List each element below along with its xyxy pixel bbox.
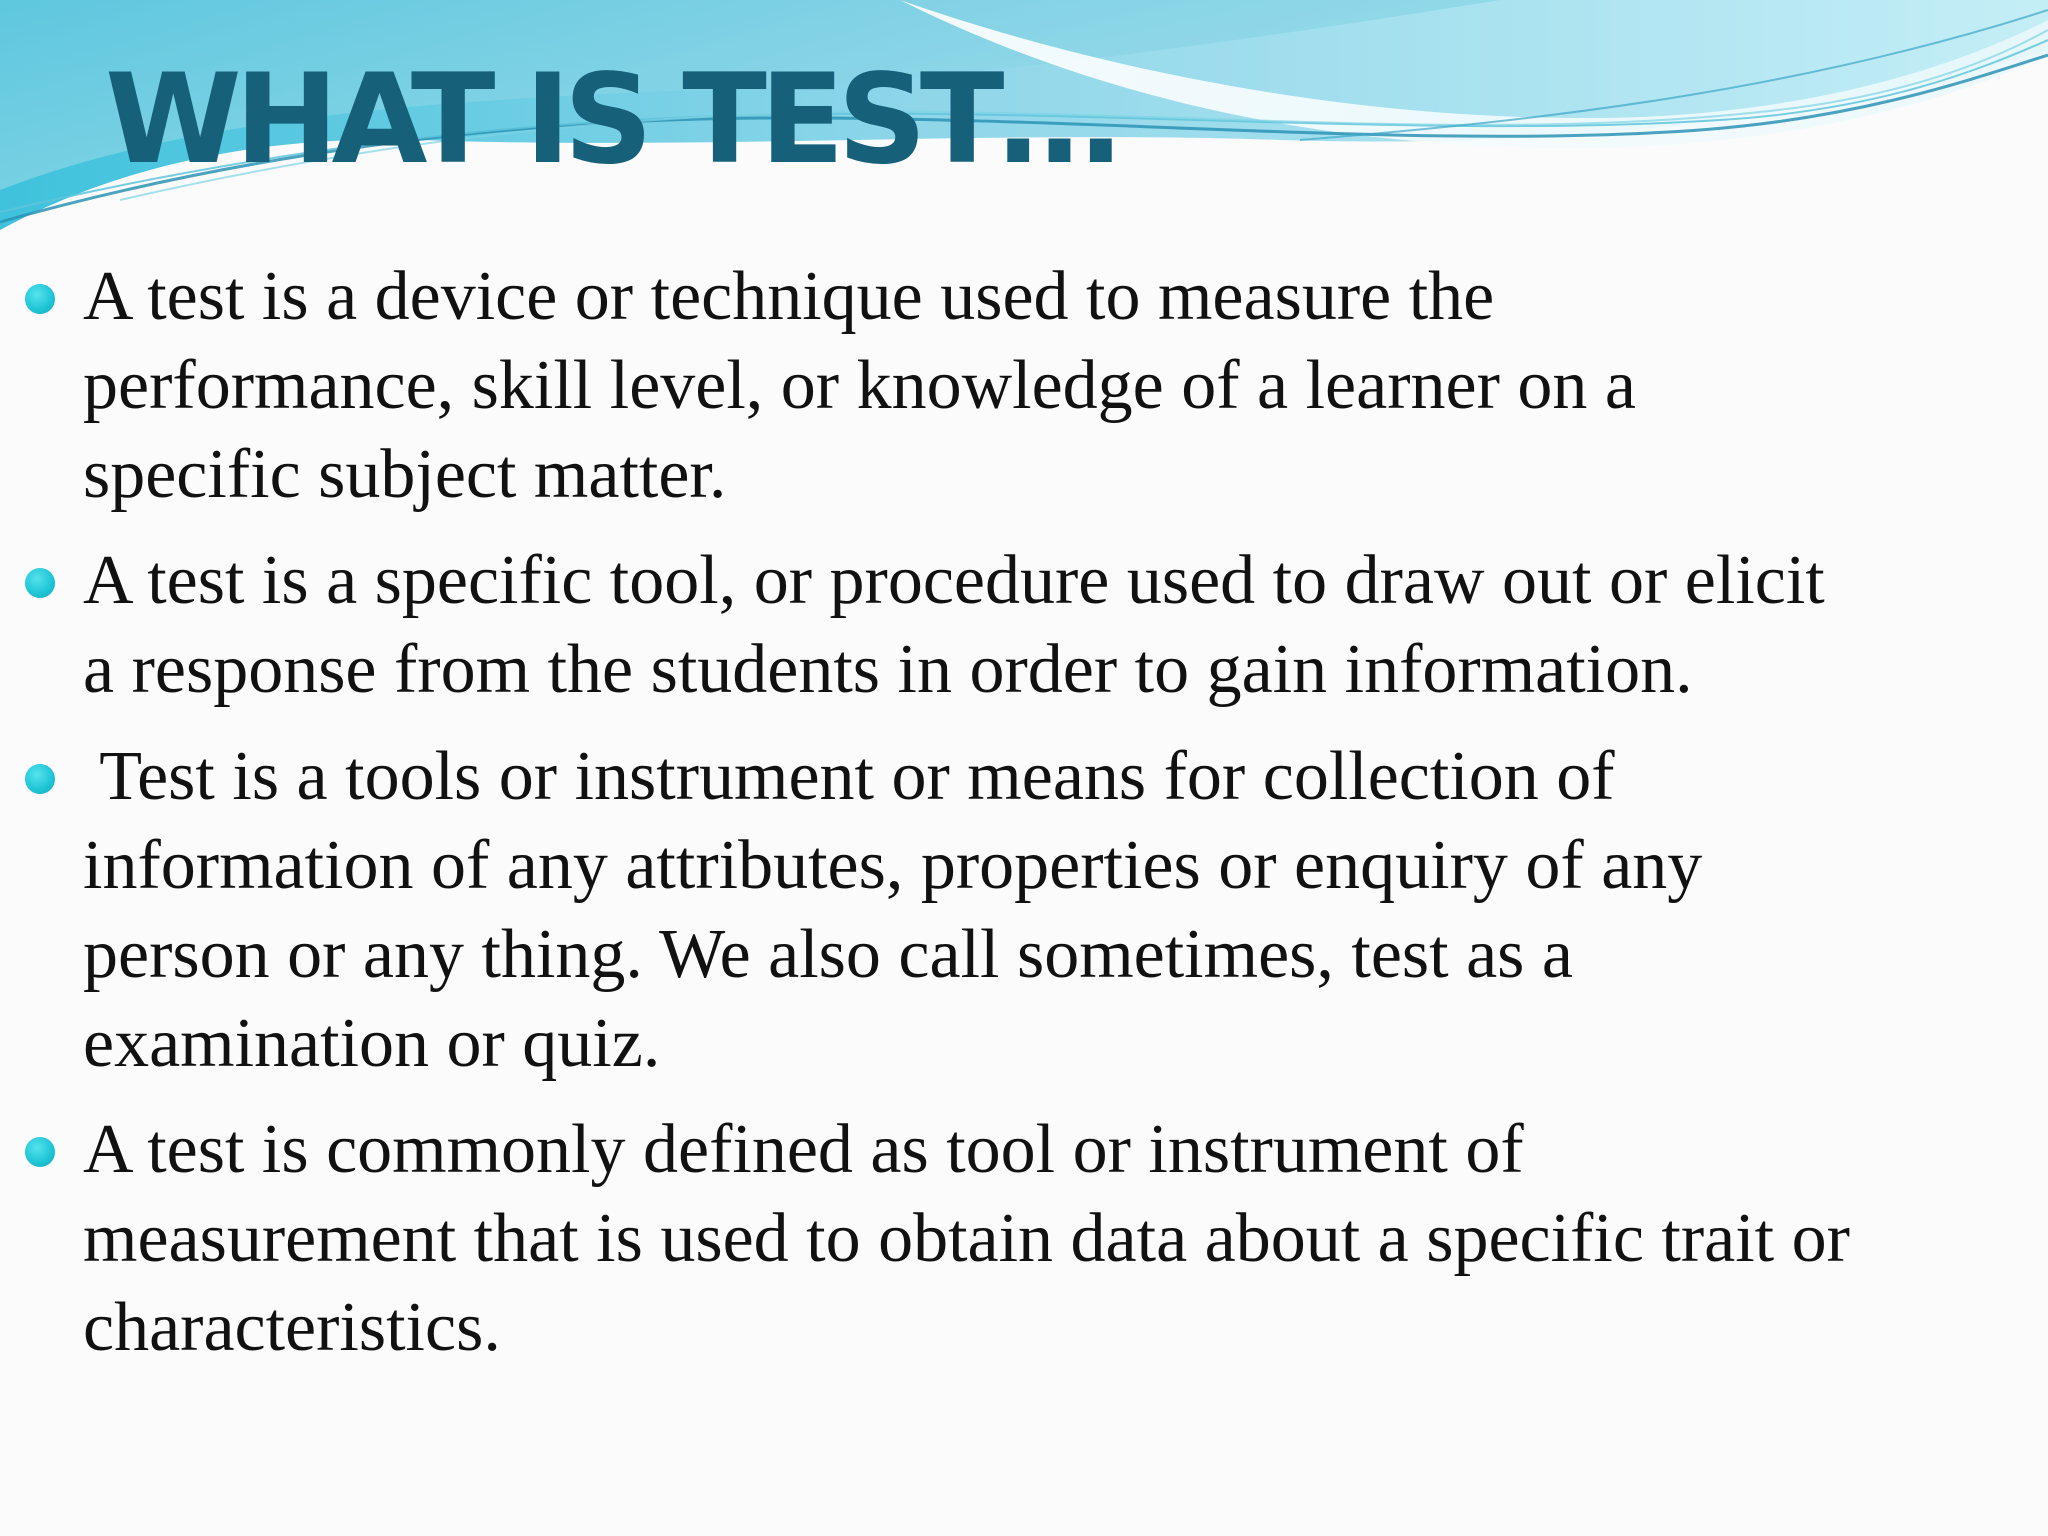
- bullet-text: [83, 732, 1983, 1088]
- bullet-line: a response from the students in order to gain information.: [83, 631, 1693, 708]
- bullet-line: Test is a tools or instrument or means for collection of: [83, 738, 1615, 815]
- bullet-text: [83, 536, 1983, 714]
- bullet-text: [83, 252, 1983, 519]
- bullet-line: person or any thing. We also call sometimes, test as a: [83, 916, 1573, 993]
- bullet-point-icon: [25, 1137, 55, 1167]
- bullet-line: specific subject matter.: [83, 436, 727, 513]
- bullet-line: measurement that is used to obtain data about a specific trait or: [83, 1200, 1850, 1277]
- bullet-line: performance, skill level, or knowledge of a learner on a: [83, 347, 1636, 424]
- bullet-line: A test is commonly defined as tool or instrument of: [83, 1111, 1524, 1188]
- bullet-line: characteristics.: [83, 1289, 501, 1366]
- slide-title: WHAT IS TEST…: [105, 48, 1115, 192]
- bullet-line: examination or quiz.: [83, 1005, 661, 1082]
- bullet-line: A test is a specific tool, or procedure used to draw out or elicit: [83, 542, 1825, 619]
- bullet-point-icon: [25, 764, 55, 794]
- bullet-line: information of any attributes, properties or enquiry of any: [83, 827, 1703, 904]
- bullet-text: [83, 1105, 1983, 1372]
- bullet-point-icon: [25, 284, 55, 314]
- bullet-point-icon: [25, 568, 55, 598]
- bullet-line: A test is a device or technique used to measure the: [83, 258, 1495, 335]
